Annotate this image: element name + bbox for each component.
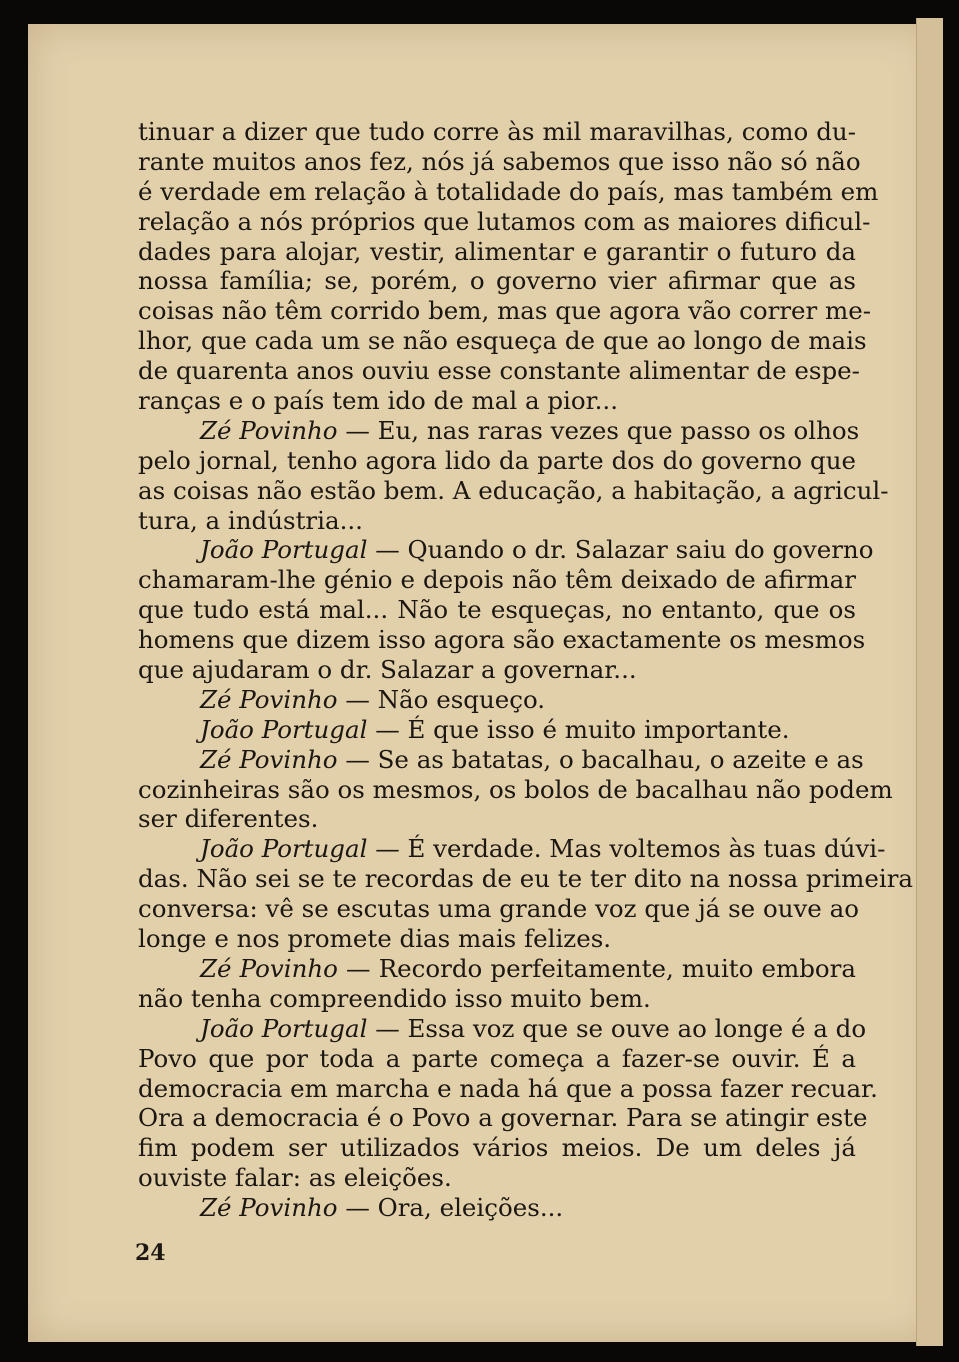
speaker-name: Zé Povinho xyxy=(200,744,338,774)
speaker-name: João Portugal xyxy=(200,714,368,744)
text-line xyxy=(138,625,866,655)
text-line xyxy=(138,117,856,147)
line-text: pelo jornal, tenho agora lido da parte dos do governo que xyxy=(138,445,856,475)
text-line xyxy=(138,415,860,446)
text-line xyxy=(138,595,856,625)
text-line xyxy=(138,834,886,864)
text-line xyxy=(138,326,867,356)
line-text: — É verdade. Mas voltemos às tuas dúvi- xyxy=(367,834,886,864)
line-text: Ora a democracia é o Povo a governar. Para se atingir este xyxy=(138,1103,868,1133)
body-text xyxy=(138,117,914,1223)
text-line xyxy=(138,535,874,565)
line-text: — Se as batatas, o bacalhau, o azeite e as xyxy=(337,744,864,774)
line-text: lhor, que cada um se não esqueça de que ao longo de mais xyxy=(138,326,867,356)
line-text: de quarenta anos ouviu esse constante alimentar de espe- xyxy=(138,356,860,386)
line-text: — Quando o dr. Salazar saiu do governo xyxy=(367,535,874,565)
text-line xyxy=(138,506,856,536)
page-number: 24 xyxy=(135,1240,166,1266)
text-line xyxy=(138,386,856,416)
text-line xyxy=(138,266,856,296)
line-text: — Recordo perfeitamente, muito embora xyxy=(337,953,856,983)
line-text: dades para alojar, vestir, alimentar e garantir o futuro da xyxy=(138,236,856,266)
line-text: que ajudaram o dr. Salazar a governar... xyxy=(138,655,637,685)
text-line xyxy=(138,1133,856,1163)
line-text: chamaram-lhe génio e depois não têm deixado de afirmar xyxy=(138,565,856,595)
text-line xyxy=(138,804,856,834)
text-line xyxy=(138,296,872,326)
line-text: relação a nós próprios que lutamos com as maiores dificul- xyxy=(138,206,871,236)
line-text: — É que isso é muito importante. xyxy=(367,714,790,744)
line-text: — Essa voz que se ouve ao longe é a do xyxy=(367,1013,867,1043)
line-text: — Ora, eleições... xyxy=(337,1193,564,1223)
line-text: que tudo está mal... Não te esqueças, no entanto, que os xyxy=(138,595,856,625)
line-text: rante muitos anos fez, nós já sabemos que isso não só não xyxy=(138,146,861,176)
text-line xyxy=(138,1103,868,1133)
line-text: ser diferentes. xyxy=(138,804,319,834)
line-text: — Eu, nas raras vezes que passo os olhos xyxy=(337,415,860,445)
text-line xyxy=(138,1193,856,1223)
text-line xyxy=(138,176,879,207)
page-edge xyxy=(916,18,943,1346)
text-line xyxy=(138,446,856,476)
text-line xyxy=(138,744,864,775)
text-line xyxy=(138,356,860,386)
line-text: ouviste falar: as eleições. xyxy=(138,1163,452,1193)
text-line xyxy=(138,565,856,595)
text-line xyxy=(138,1044,856,1074)
line-text: das. Não sei se te recordas de eu te ter dito na nossa primeira xyxy=(138,864,914,894)
line-text: é verdade em relação à totalidade do país, mas também em xyxy=(138,176,879,206)
text-line xyxy=(138,1163,856,1193)
text-line xyxy=(138,206,871,237)
line-text: nossa família; se, porém, o governo vier afirmar que as xyxy=(138,266,856,296)
speaker-name: João Portugal xyxy=(200,535,368,565)
text-line xyxy=(138,237,856,267)
line-text: ranças e o país tem ido de mal a pior... xyxy=(138,386,618,416)
line-text: cozinheiras são os mesmos, os bolos de bacalhau não podem xyxy=(138,774,893,804)
speaker-name: Zé Povinho xyxy=(200,953,338,983)
line-text: coisas não têm corrido bem, mas que agora vão correr me- xyxy=(138,296,872,326)
speaker-name: Zé Povinho xyxy=(200,415,338,445)
text-line xyxy=(138,655,856,685)
text-line xyxy=(138,894,859,924)
line-text: — Não esqueço. xyxy=(337,684,546,714)
text-line xyxy=(138,685,856,715)
text-line xyxy=(138,924,856,954)
line-text: democracia em marcha e nada há que a possa fazer recuar. xyxy=(138,1073,878,1103)
line-text: fim podem ser utilizados vários meios. De um deles já xyxy=(138,1133,856,1163)
text-line xyxy=(138,1013,867,1044)
text-line xyxy=(138,1073,878,1104)
text-line xyxy=(138,984,856,1014)
text-line xyxy=(138,864,914,894)
line-text: Povo que por toda a parte começa a fazer-se ouvir. É a xyxy=(138,1043,856,1073)
speaker-name: Zé Povinho xyxy=(200,684,338,714)
text-line xyxy=(138,954,856,984)
text-line xyxy=(138,475,889,506)
line-text: não tenha compreendido isso muito bem. xyxy=(138,983,651,1013)
line-text: homens que dizem isso agora são exactamente os mesmos xyxy=(138,625,866,655)
line-text: tura, a indústria... xyxy=(138,505,363,535)
line-text: longe e nos promete dias mais felizes. xyxy=(138,924,612,954)
text-line xyxy=(138,774,893,805)
speaker-name: João Portugal xyxy=(200,834,368,864)
text-line xyxy=(138,146,861,177)
text-line xyxy=(138,715,856,745)
line-text: as coisas não estão bem. A educação, a habitação, a agricul- xyxy=(138,475,889,505)
line-text: conversa: vê se escutas uma grande voz que já se ouve ao xyxy=(138,894,859,924)
speaker-name: Zé Povinho xyxy=(200,1193,338,1223)
speaker-name: João Portugal xyxy=(200,1013,368,1043)
line-text: tinuar a dizer que tudo corre às mil maravilhas, como du- xyxy=(138,117,856,146)
